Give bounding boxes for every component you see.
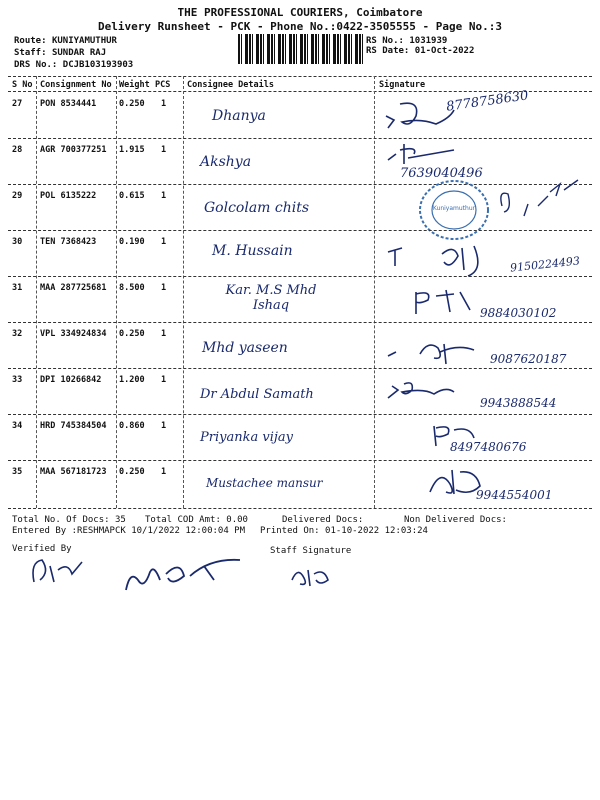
staff-line: Staff: SUNDAR RAJ [14,48,107,58]
company-title: THE PROFESSIONAL COURIERS, Coimbatore [177,6,423,19]
row-rule [8,138,592,139]
consignee-name: Dr Abdul Samath [200,387,314,402]
consignee-phone: 9150224493 [509,254,581,275]
row-consignment: DPI 10266842 [40,375,102,385]
row-rule [8,460,592,461]
consignee-name: Mhd yaseen [202,340,288,356]
row-consignment: PON 8534441 [40,99,97,109]
row-weight: 0.615 [119,191,145,201]
col-header-sno: S No [12,80,33,90]
row-pcs: 1 [161,99,167,109]
consignee-name: Dhanya [212,108,266,124]
row-rule [8,322,592,323]
row-sno: 34 [12,421,23,431]
stamp-label: Kuniyamuthur [432,205,476,212]
row-rule [8,230,592,231]
rs-no-line: RS No.: 1031939 [366,36,448,46]
row-sno: 33 [12,375,23,385]
rs-no-value: 1031939 [409,36,448,46]
row-consignment: MAA 567181723 [40,467,107,477]
signature-mark [384,376,480,408]
total-docs: Total No. Of Docs: 35 [12,515,126,525]
row-pcs: 1 [161,191,167,201]
entered-by: Entered By :RESHMAPCK 10/1/2022 12:00:04 PM [12,526,245,536]
consignee-phone: 8497480676 [450,440,527,454]
signature-mark [384,334,494,368]
row-weight: 0.190 [119,237,145,247]
row-consignment: TEN 7368423 [40,237,97,247]
signature-mark [426,462,486,502]
drs-value: DCJB103193903 [62,60,134,70]
verifier-signature [120,550,250,598]
consignee-name: M. Hussain [212,243,293,259]
barcode [238,34,364,64]
col-divider [116,76,117,508]
row-consignment: VPL 334924834 [40,329,107,339]
row-rule [8,414,592,415]
row-pcs: 1 [161,421,167,431]
col-divider [374,76,375,508]
staff-signature-label: Staff Signature [270,546,352,556]
rs-date-value: 01-Oct-2022 [414,46,475,56]
row-sno: 29 [12,191,23,201]
col-header-pcs: PCS [155,80,171,90]
col-divider [183,76,184,508]
row-weight: 0.860 [119,421,145,431]
consignee-phone: 8778758630 [445,88,530,115]
row-pcs: 1 [161,283,167,293]
row-rule [8,276,592,277]
col-header-consignment: Consignment No [40,80,112,90]
route-line: Route: KUNIYAMUTHUR [14,36,117,46]
col-divider [36,76,37,508]
col-header-signature: Signature [379,80,426,90]
row-weight: 8.500 [119,283,145,293]
signature-mark [494,176,584,220]
row-weight: 0.250 [119,99,145,109]
verifier-signature [28,552,88,588]
table-top-rule [8,76,592,77]
signature-mark [430,420,480,450]
consignee-phone: 9944554001 [476,488,553,502]
verified-by-label: Verified By [12,544,72,554]
col-header-consignee: Consignee Details [187,80,274,90]
consignee-phone: 9884030102 [480,306,557,320]
row-weight: 1.200 [119,375,145,385]
non-delivered-docs: Non Delivered Docs: [404,515,507,525]
signature-mark [384,240,508,280]
signature-mark [410,284,480,320]
row-pcs: 1 [161,375,167,385]
consignee-phone: 9943888544 [480,396,557,410]
delivered-docs: Delivered Docs: [282,515,364,525]
printed-on: Printed On: 01-10-2022 12:03:24 [260,526,428,536]
consignee-name: Kar. M.S Mhd Ishaq [225,283,317,313]
row-pcs: 1 [161,237,167,247]
signature-mark [380,98,460,136]
runsheet-subtitle: Delivery Runsheet - PCK - Phone No.:0422-3505555 - Page No.:3 [98,20,502,33]
row-sno: 27 [12,99,23,109]
signature-mark [384,140,464,170]
row-pcs: 1 [161,145,167,155]
staff-value: SUNDAR RAJ [51,48,107,58]
row-consignment: POL 6135222 [40,191,97,201]
row-weight: 0.250 [119,467,145,477]
rs-date-line: RS Date: 01-Oct-2022 [366,46,475,56]
row-rule [8,368,592,369]
row-weight: 0.250 [119,329,145,339]
consignee-name: Priyanka vijay [200,430,293,445]
row-pcs: 1 [161,329,167,339]
row-sno: 30 [12,237,23,247]
row-sno: 32 [12,329,23,339]
row-pcs: 1 [161,467,167,477]
consignee-phone: 7639040496 [400,166,483,181]
consignee-name: Golcolam chits [204,200,310,216]
row-consignment: AGR 700377251 [40,145,107,155]
row-sno: 35 [12,467,23,477]
row-sno: 31 [12,283,23,293]
drs-line: DRS No.: DCJB103193903 [14,60,134,70]
consignee-name: Mustachee mansur [206,476,323,490]
staff-signature [288,560,338,590]
row-consignment: MAA 287725681 [40,283,107,293]
col-header-weight: Weight [119,80,150,90]
row-consignment: HRD 745384504 [40,421,107,431]
consignee-name: Akshya [200,154,252,170]
row-sno: 28 [12,145,23,155]
consignee-phone: 9087620187 [490,352,567,366]
table-bottom-rule [8,508,592,509]
total-cod: Total COD Amt: 0.00 [145,515,248,525]
row-weight: 1.915 [119,145,145,155]
route-value: KUNIYAMUTHUR [51,36,117,46]
